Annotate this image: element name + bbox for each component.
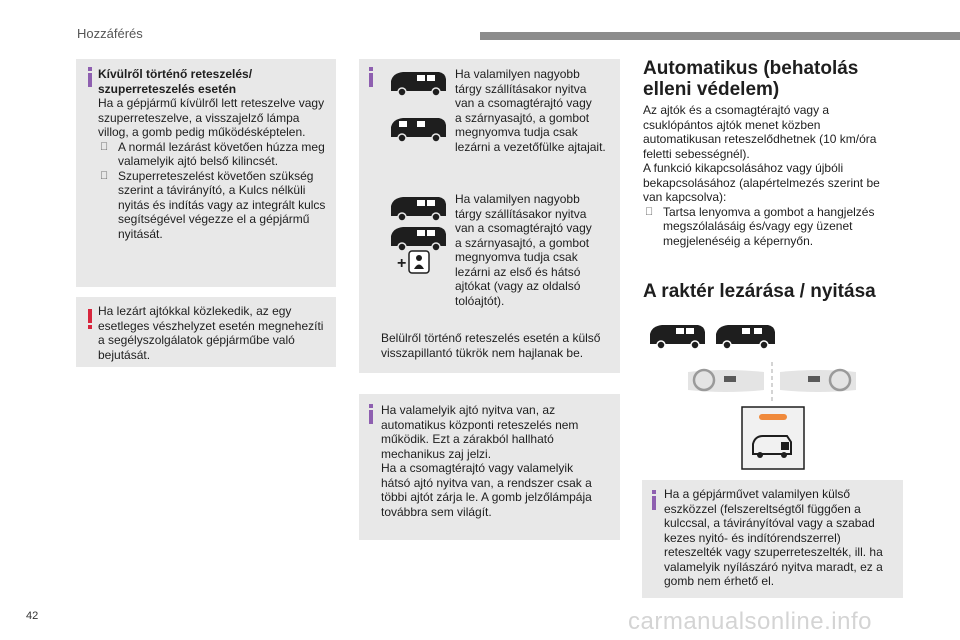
bullet-line: megjelenéséig a képernyőn. xyxy=(663,233,814,248)
middle-block2-line: a szárnyasajtó, a gombot xyxy=(455,235,590,250)
middle2-line: automatikus központi reteszelés nem xyxy=(381,417,579,432)
middle-block1-line: a szárnyasajtó, a gombot xyxy=(455,110,590,125)
bullet-line: segítségével végezze el a gépjármű xyxy=(118,212,310,226)
middle2-line: működik. Ezt a zárakból hallható xyxy=(381,432,554,446)
left-bullet xyxy=(98,169,334,242)
right-info-line: eszközzel (felszereltségtől függően a xyxy=(664,501,861,516)
middle2-line: többi ajtót zárja le. A gomb jelzőlámpája xyxy=(381,490,592,504)
middle-info-box xyxy=(359,59,620,373)
watermark: carmanualsonline.info xyxy=(628,608,872,635)
info-icon xyxy=(367,404,375,424)
para-line: A funkció kikapcsolásához vagy újbóli xyxy=(643,161,844,175)
left-body-line: szuperreteszelve, a visszajelző lámpa xyxy=(98,110,300,125)
para-line: bekapcsolásához (alapértelmezés szerint be xyxy=(643,175,880,190)
section-title: Hozzáférés xyxy=(77,26,143,41)
middle-block3-line: Belülről történő reteszelés esetén a külső xyxy=(381,331,601,345)
left-info-box xyxy=(76,59,336,287)
warning-line: a segélyszolgálatok gépjárműbe való xyxy=(98,333,295,347)
dashboard-rhd-icon xyxy=(778,366,858,396)
left-bullet xyxy=(98,140,334,169)
van-lock-icon xyxy=(387,115,449,143)
van-lock-icon xyxy=(387,224,449,252)
dashboard-lhd-icon xyxy=(686,366,766,396)
middle-block1-line: van a csomagtérajtó vagy xyxy=(455,96,592,110)
van-open-icon xyxy=(387,69,449,97)
middle2-line: Ha valamelyik ajtó nyitva van, az xyxy=(381,403,556,417)
warning-line: Ha lezárt ajtókkal közlekedik, az egy xyxy=(98,304,292,318)
van-open-icon xyxy=(387,194,449,222)
bullet-marker xyxy=(100,169,108,184)
para-line: csuklópántos ajtók menet közben xyxy=(643,117,821,132)
middle-block2-line: ajtókat (vagy az oldalsó xyxy=(455,279,581,293)
middle-block1-line: Ha valamilyen nagyobb xyxy=(455,67,580,81)
warning-line: bejutását. xyxy=(98,347,151,362)
auto-locking-text xyxy=(643,103,903,248)
warning-line: esetleges vészhelyzet esetén megnehezíti xyxy=(98,318,324,333)
middle-block2-line: Ha valamilyen nagyobb xyxy=(455,192,580,206)
plus-sign: + xyxy=(397,255,407,272)
left-heading-line2: szuperreteszelés esetén xyxy=(98,81,237,96)
para-line: van kapcsolva): xyxy=(643,190,727,204)
para-line: Az ajtók és a csomagtérajtó vagy a xyxy=(643,103,830,117)
middle2-line: mechanikus zaj jelzi. xyxy=(381,446,492,461)
warning-box xyxy=(76,297,336,367)
bullet-marker xyxy=(645,205,653,220)
right-bullet xyxy=(643,205,903,249)
left-heading-line1: Kívülről történő reteszelés/ xyxy=(98,67,253,81)
para-line: automatikusan reteszelődhetnek (10 km/óra xyxy=(643,132,877,146)
middle-block1-line: megnyomva tudja csak xyxy=(455,125,578,139)
info-icon xyxy=(367,67,375,87)
middle-block1-line: tárgy szállításakor nyitva xyxy=(455,81,587,96)
left-body-line: Ha a gépjármű kívülről lett reteszelve vagy xyxy=(98,96,325,110)
para-line: feletti sebességnél). xyxy=(643,146,750,161)
middle-block3-line: visszapillantó tükrök nem hajlanak be. xyxy=(381,345,584,360)
middle-block2-line: lezárni az első és hátsó xyxy=(455,264,581,279)
right-info-line: kezes nyitó- és indítórendszerrel) xyxy=(664,530,841,545)
left-body-line: villog, a gomb pedig működésképtelen. xyxy=(98,125,306,139)
bullet-line: nyitását. xyxy=(118,226,163,241)
cargo-lock-button-icon xyxy=(741,406,805,470)
heading-cargo-lock: A raktér lezárása / nyitása xyxy=(643,281,876,302)
right-info-line: Ha a gépjárművet valamilyen külső xyxy=(664,487,851,501)
bullet-line: valamelyik ajtó belső kilincsét. xyxy=(118,154,279,168)
child-lock-icon xyxy=(407,249,431,275)
middle2-line: Ha a csomagtérajtó vagy valamelyik xyxy=(381,461,574,475)
divider-dashed xyxy=(770,362,774,402)
info-icon xyxy=(86,67,94,87)
middle2-line: továbbra sem világít. xyxy=(381,504,492,519)
right-info-box xyxy=(642,480,903,598)
bullet-line: nyitás és indítás vagy az integrált kulcs xyxy=(118,197,326,212)
bullet-marker xyxy=(100,140,108,155)
info-icon xyxy=(650,490,658,510)
middle-block1-line: lezárni a vezetőfülke ajtajait. xyxy=(455,139,606,154)
heading-line: elleni védelem) xyxy=(643,79,780,100)
van-cargo-icon xyxy=(712,322,778,350)
right-info-line: kulccsal, a távirányítóval vagy a szabad xyxy=(664,516,875,530)
van-cargo-icon xyxy=(646,322,708,350)
right-info-line: gomb nem érhető el. xyxy=(664,574,775,588)
heading-line: Automatikus (behatolás xyxy=(643,58,859,79)
bullet-line: Szuperreteszelést követően szükség xyxy=(118,168,314,183)
right-info-line: reteszelték vagy szuperreteszelték, ill. ha xyxy=(664,545,883,559)
middle-block2-line: van a csomagtérajtó vagy xyxy=(455,221,592,235)
page-number: 42 xyxy=(26,610,39,622)
middle2-line: hátsó ajtó nyitva van, a rendszer csak a xyxy=(381,475,592,490)
right-info-line: valamelyik nyílászáró nyitva maradt, ez a xyxy=(664,559,883,574)
bullet-line: Tartsa lenyomva a gombot a hangjelzés xyxy=(663,204,875,219)
middle-block2-line: tárgy szállításakor nyitva xyxy=(455,206,587,221)
middle-info-box-2 xyxy=(359,394,620,540)
bullet-line: megszólalásáig és/vagy egy üzenet xyxy=(663,219,853,233)
bullet-line: A normál lezárást követően húzza meg xyxy=(118,139,325,154)
heading-auto-locking xyxy=(643,58,903,100)
bullet-line: szerint a távirányító, a Kulcs nélküli xyxy=(118,183,306,197)
header-bar xyxy=(480,32,960,40)
warning-icon xyxy=(86,309,94,329)
middle-block2-line: tolóajtót). xyxy=(455,293,505,308)
middle-block2-line: megnyomva tudja csak xyxy=(455,250,578,264)
